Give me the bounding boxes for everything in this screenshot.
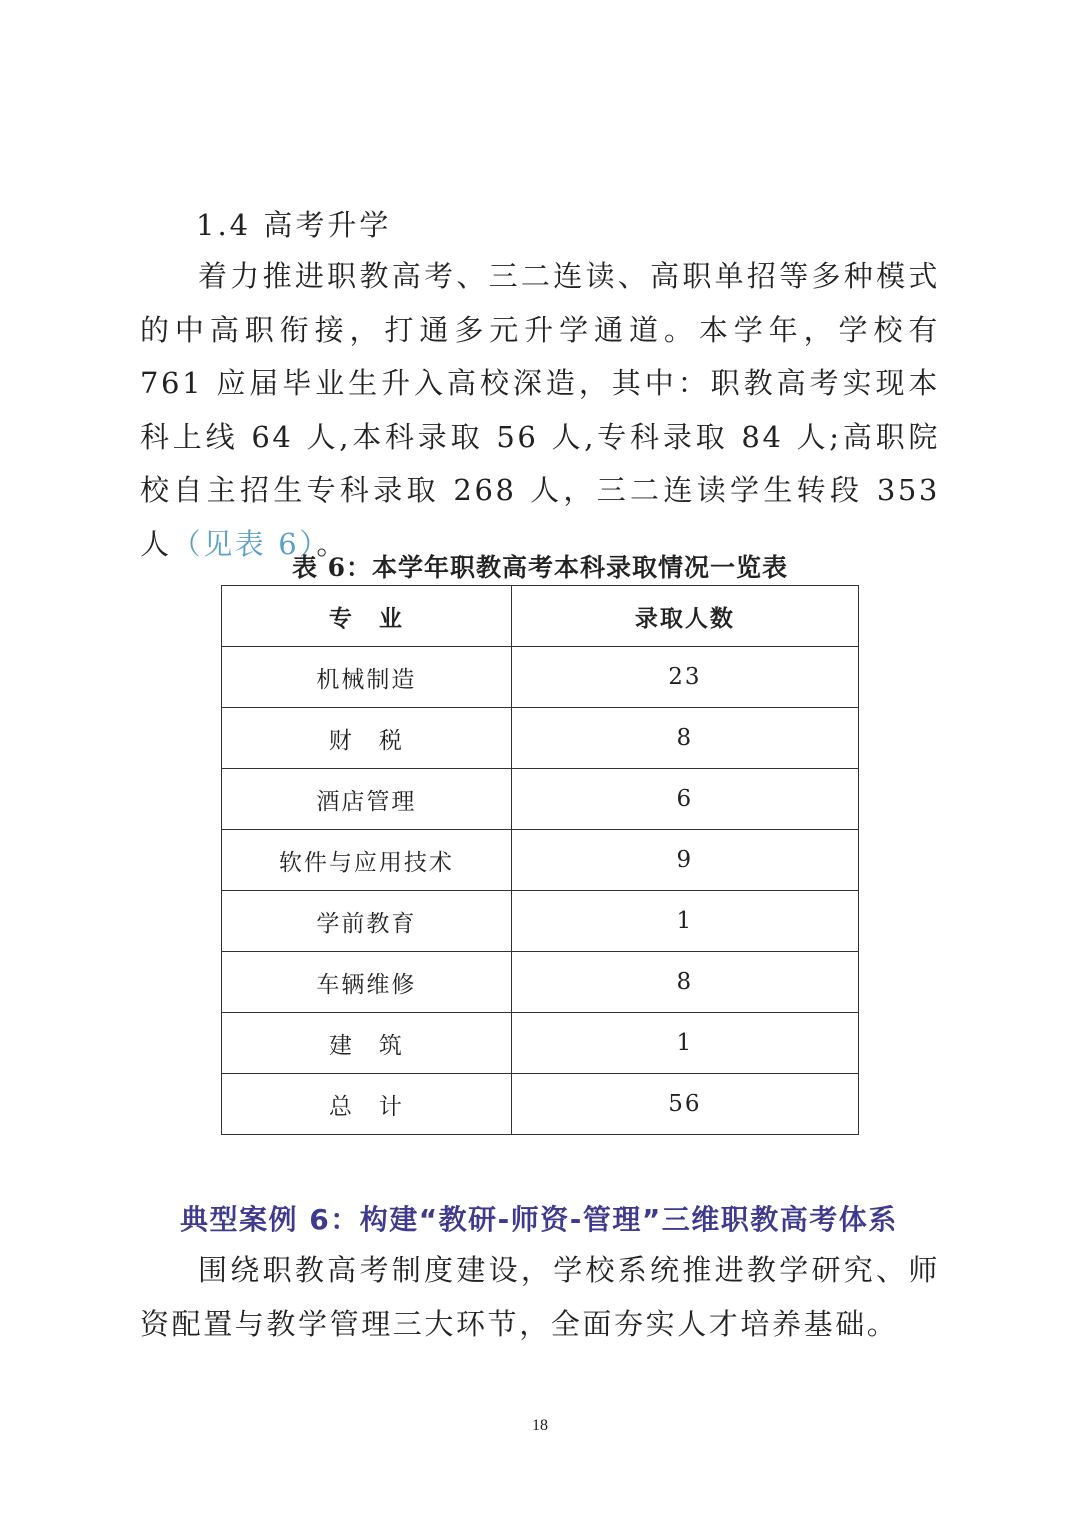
intro-text: 着力推进职教高考、三二连读、高职单招等多种模式的中高职衔接，打通多元升学通道。本学年，学校有 761 应届毕业生升入高校深造，其中：职教高考实现本科上线 64 人,本科录取 56 人,专科录取 84 人;高职院校自主招生专科录取 268 人，三二连读学生转段 353 人 (140, 259, 940, 561)
cell-count: 23 (511, 647, 858, 708)
case-heading: 典型案例 6：构建“教研-师资-管理”三维职教高考体系 (180, 1203, 898, 1236)
cell-major: 总 计 (222, 1074, 512, 1135)
table-caption: 表 6：本学年职教高考本科录取情况一览表 (291, 553, 789, 582)
table-row (222, 769, 859, 830)
see-table-link[interactable]: （见表 6） (171, 526, 317, 561)
table-row (222, 830, 859, 891)
cell-count: 6 (511, 769, 858, 830)
cell-count: 8 (511, 952, 858, 1013)
cell-major: 酒店管理 (222, 769, 512, 830)
cell-major: 软件与应用技术 (222, 830, 512, 891)
cell-major: 财 税 (222, 708, 512, 769)
header-count: 录取人数 (511, 586, 858, 647)
cell-major: 机械制造 (222, 647, 512, 708)
cell-major: 学前教育 (222, 891, 512, 952)
cell-count: 8 (511, 708, 858, 769)
page-number: 18 (532, 1417, 548, 1434)
table-row (222, 1013, 859, 1074)
cell-count: 56 (511, 1074, 858, 1135)
intro-paragraph (140, 250, 940, 571)
cell-major: 建 筑 (222, 1013, 512, 1074)
table-row (222, 891, 859, 952)
cell-major: 车辆维修 (222, 952, 512, 1013)
section-heading: 1.4 高考升学 (196, 208, 392, 242)
header-major: 专 业 (222, 586, 512, 647)
admission-table (221, 585, 859, 1135)
cell-count: 9 (511, 830, 858, 891)
table-row (222, 952, 859, 1013)
cell-count: 1 (511, 1013, 858, 1074)
table-total-row (222, 1074, 859, 1135)
table-row (222, 708, 859, 769)
table-row (222, 647, 859, 708)
intro-end-punct: 。 (316, 526, 348, 561)
cell-count: 1 (511, 891, 858, 952)
case-paragraph: 围绕职教高考制度建设，学校系统推进教学研究、师资配置与教学管理三大环节，全面夯实人才培养基础。 (140, 1253, 940, 1341)
table-header-row (222, 586, 859, 647)
